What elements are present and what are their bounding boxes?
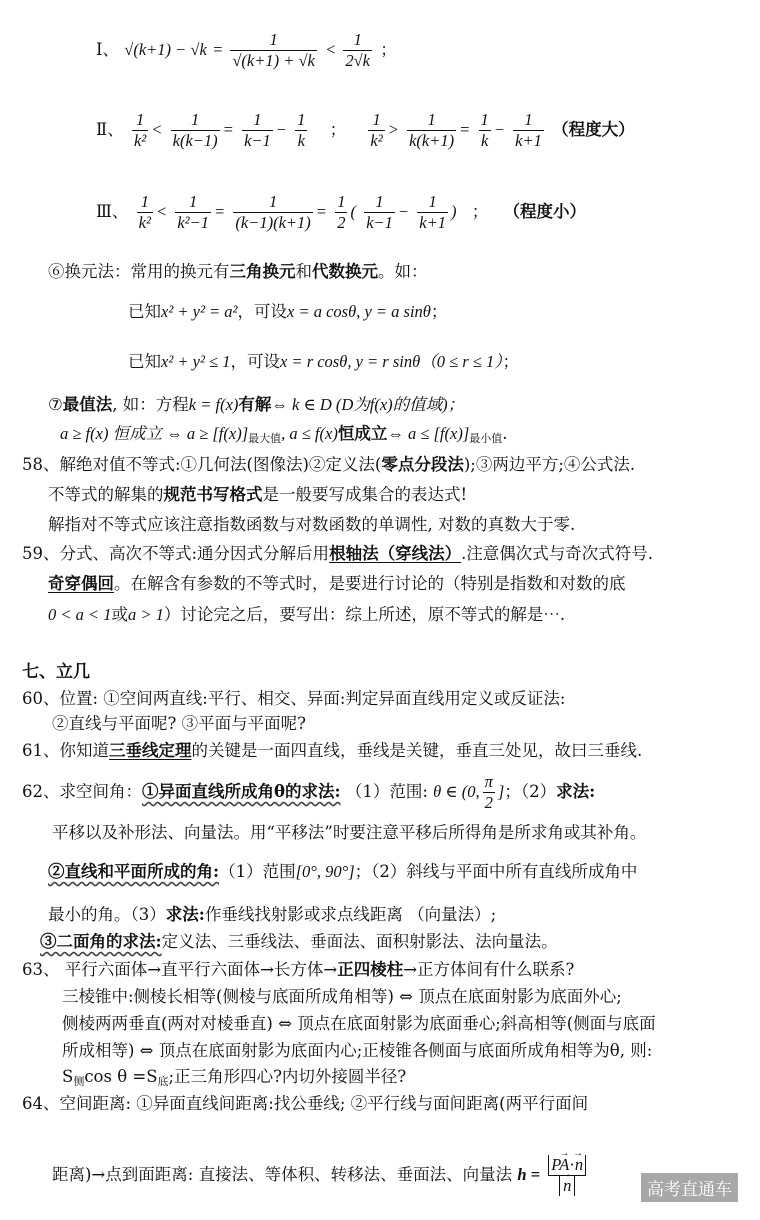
item-64-line-2: 距离)→点到面距离: 直接法、等体积、转移法、垂面法、向量法 h = → PA·→ n → n	[52, 1155, 589, 1196]
ineq-1: Ⅰ、 √(k+1) − √k = $\frac{1}{√(k+1) + √k}$ < $\frac{1}{2√k}$ ；	[96, 30, 397, 70]
ineq-2-note: （程度大）	[552, 120, 635, 139]
ineq-1-fraction: $\frac{1}{√(k+1) + √k}$	[232, 30, 315, 70]
distance-formula: → PA·→ n → n	[548, 1155, 586, 1196]
extreme-method: ⑦最值法, 如：方程k = f(x)有解⇔ k ∈ D (D为f(x)的值域)；	[48, 395, 465, 414]
item-64: 64、空间距离: ①异面直线间距离:找公垂线; ②平行线与面间距离(两平行面间	[22, 1094, 589, 1113]
item-58-line-3: 解指对不等式应该注意指数函数与对数函数的单调性, 对数的真数大于零.	[48, 515, 576, 534]
subst-example-2: 已知x² + y² ≤ 1，可设x = r cosθ, y = r sinθ（0 ≤ r ≤ 1）；	[128, 352, 519, 371]
ineq-1-lhs: √(k+1) − √k	[124, 40, 207, 59]
ineq-3-label: Ⅲ、	[96, 202, 129, 221]
item-63: 63、 平行六面体→直平行六面体→长方体→正四棱柱→正方体间有什么联系?	[22, 960, 575, 979]
item-59: 59、分式、高次不等式:通分因式分解后用根轴法（穿线法）.注意偶次式与奇次式符号.	[22, 544, 654, 563]
item-60-line-2: ②直线与平面呢? ③平面与平面呢?	[52, 714, 306, 733]
item-62: 62、求空间角：①异面直线所成角θ的求法: （1）范围: θ ∈ (0, $\frac{\pi}{2}$ ]；（2）求法:	[22, 772, 596, 812]
ineq-1-bound: $\frac{1}{2√k}$	[345, 30, 371, 70]
ineq-1-label: Ⅰ、	[96, 40, 120, 59]
watermark: 高考直通车	[641, 1173, 738, 1202]
item-63-line-4: 所成相等) ⇔ 顶点在底面射影为底面内心;正棱锥各侧面与底面所成角相等为θ, 则:	[62, 1041, 653, 1060]
item-62-line-4: 最小的角。（3）求法:作垂线找射影或求点线距离 （向量法）;	[48, 905, 497, 924]
item-62-line-5: ③二面角的求法:定义法、三垂线法、垂面法、面积射影法、法向量法。	[40, 932, 558, 951]
item-63-line-3: 侧棱两两垂直(两对对棱垂直) ⇔ 顶点在底面射影为底面垂心;斜高相等(侧面与底面	[62, 1014, 656, 1033]
item-63-line-2: 三棱锥中:侧棱长相等(侧棱与底面所成角相等) ⇔ 顶点在底面射影为底面外心;	[62, 987, 622, 1006]
item-63-line-5: $S_侧\cos$ $\theta =S_底$;正三角形四心?内切外接圆半径?	[62, 1067, 407, 1088]
extreme-method-line-2: a ≥ f(x) 恒成立 ⇔ $a \ge [f(x)]_{最大值}$, a ≤ f(x)恒成立⇔ $a \le [f(x)]_{最小值}$.	[60, 424, 508, 445]
subst-example-1: 已知x² + y² = a²，可设x = a cosθ, y = a sinθ；	[128, 302, 448, 321]
ineq-3-note: （程度小）	[503, 202, 587, 221]
item-58-line-2: 不等式的解集的规范书写格式是一般要写成集合的表达式!	[48, 485, 468, 504]
ineq-3: Ⅲ、 $\frac{1}{\text{k²}}$ < $\frac{1}{\text{k²−1}}$ = $\frac{1}{(k-1)(k+1)}$ = $\frac{1}{2}$ ( $\frac{1}{k-1}$ − $\frac{1}{k+1}$ ) ； （程度小）	[96, 192, 587, 232]
item-59-line-2: 奇穿偶回。在解含有参数的不等式时，是要进行讨论的（特别是指数和对数的底	[48, 574, 626, 593]
item-61: 61、你知道三垂线定理的关键是一面四直线，垂线是关键，垂直三处见，故曰三垂线.	[22, 741, 643, 760]
item-62-line-3: ②直线和平面所成的角:（1）范围[0°, 90°]；（2）斜线与平面中所有直线所成角中	[48, 862, 638, 881]
item-62-line-2: 平移以及补形法、向量法。用“平移法”时要注意平移后所得角是所求角或其补角。	[52, 823, 647, 842]
section-title: 七、立几	[22, 662, 90, 682]
subst-intro: ⑥换元法：常用的换元有三角换元和代数换元。如：	[48, 262, 428, 281]
item-60: 60、位置: ①空间两直线:平行、相交、异面:判定异面直线用定义或反证法:	[22, 689, 566, 708]
item-59-line-3: 0 < a < 1或a > 1）讨论完之后，要写出：综上所述，原不等式的解是⋯.	[48, 605, 566, 624]
ineq-2: Ⅱ、 $\frac{1}{\text{k²}}$ < $\frac{1}{k(k-1)}$ = $\frac{1}{k-1}$ − $\frac{1}{k}$ ； $\frac{1}{\text{k²}}$ > $\frac{1}{k(k+1)}$ = $\frac{1}{k}$ − $\frac{1}{k+1}$ （程度大）	[96, 110, 635, 150]
item-58: 58、解绝对值不等式:①几何法(图像法)②定义法(零点分段法);③两边平方;④公式法.	[22, 455, 636, 474]
ineq-2-label: Ⅱ、	[96, 120, 124, 139]
